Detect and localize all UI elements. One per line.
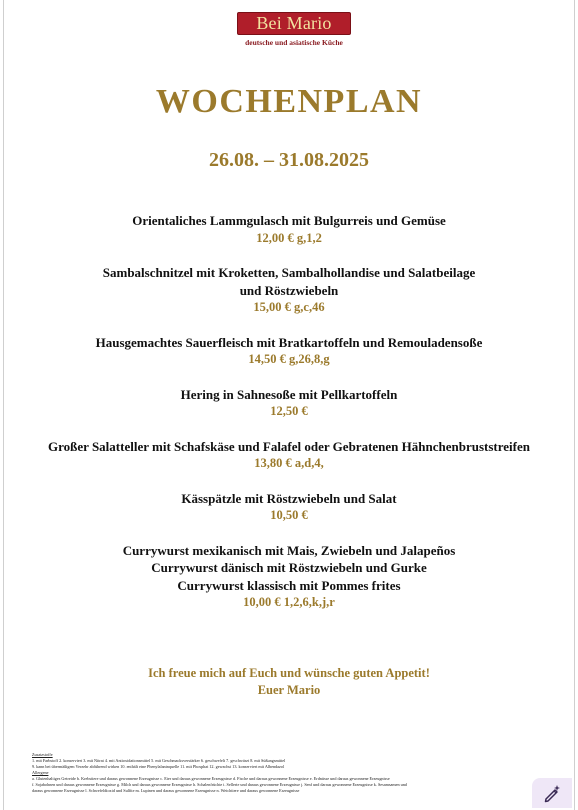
dish-name: Hausgemachtes Sauerfleisch mit Bratkartoffeln und Remouladensoße [95, 334, 483, 350]
allergens-line: a. Glutenhaltiges Getreide b. Krebstiere und daraus gewonnene Erzeugnisse c. Eier und daraus gewonnene Erzeugnisse d. Fische und daraus gewonnene Erzeugnisse e. Erdnüsse und daraus gewonnene Erzeugnisse [32, 776, 390, 781]
closing-message [4, 665, 574, 699]
dish-price: 12,00 € g,1,2 [256, 230, 322, 245]
dish-name-variant: Currywurst dänisch mit Röstzwiebeln und Gurke [151, 560, 427, 575]
menu-item [4, 334, 574, 369]
dish-price: 10,50 € [270, 508, 308, 522]
footnotes [32, 752, 534, 794]
menu-item [4, 438, 574, 473]
dish-name: Orientaliches Lammgulasch mit Bulgurreis und Gemüse [132, 213, 446, 228]
dish-name: Currywurst mexikanisch mit Mais, Zwiebeln und Jalapeños [122, 542, 456, 558]
dish-name: Kässpätzle mit Röstzwiebeln und Salat [181, 490, 397, 506]
menu-item [4, 542, 574, 612]
closing-signature: Euer Mario [257, 683, 321, 697]
menu-item [4, 490, 574, 525]
menu-item [4, 264, 574, 317]
dish-name: Großer Salatteller mit Schafskäse und Falafel oder Gebratenen Hähnchenbruststreifen [48, 438, 530, 454]
logo-name: Bei Mario [237, 12, 351, 35]
additives-line: 9. kann bei übermäßigem Verzehr abführend wirken 10. enthält eine Phenylalaninquelle 11. mit Phosphat 12. gewachst 13. konserviert mit Albendazol [32, 764, 285, 769]
dish-price: 14,50 € g,26,8,g [248, 352, 330, 366]
dish-name-variant: Currywurst klassisch mit Pommes frites [177, 577, 401, 593]
menu-item [4, 386, 574, 421]
menu-list [4, 212, 574, 629]
dish-price: 13,80 € a,d,4, [254, 456, 324, 470]
menu-page [3, 0, 575, 810]
dish-name: Sambalschnitzel mit Kroketten, Sambalhollandise und Salatbeilage [102, 265, 476, 280]
dish-price: 15,00 € g,c,46 [253, 300, 325, 314]
allergens-line: f. Sojabohnen und daraus gewonnene Erzeugnisse g. Milch und daraus gewonnene Erzeugnisse h. Schalenfrüchte i. Sellerie und daraus gewonnene Erzeugnisse j. Senf und daraus gewonnene Erzeugnisse k. Sesamsamen und [32, 782, 407, 787]
pen-sparkle-icon [542, 783, 562, 803]
dish-price: 10,00 € 1,2,6,k,j,r [243, 595, 335, 609]
additives-line: 1. mit Farbstoff 2. konserviert 3. mit Nitrat 4. mit Antioxidationsmittel 5. mit Geschmacksverstärker 6. geschwefelt 7. geschwärzt 8. mit Süßungsmittel [32, 758, 286, 763]
page-title: WOCHENPLAN [155, 83, 423, 120]
dish-name: Hering in Sahnesoße mit Pellkartoffeln [180, 386, 398, 402]
logo-tagline: deutsche und asiatische Küche [245, 38, 343, 47]
allergens-heading: Allergene [32, 770, 49, 775]
date-range: 26.08. – 31.08.2025 [209, 149, 369, 171]
menu-item [4, 212, 574, 247]
restaurant-logo [224, 12, 364, 50]
additives-heading: Zusatzstoffe [32, 752, 53, 757]
allergens-line: daraus gewonnene Erzeugnisse l. Schwefeldioxid und Sulfite m. Lupinen und daraus gewonnene Erzeugnisse n. Weichtiere und daraus gewonnene Erzeugnisse [32, 788, 300, 793]
dish-name-continued: und Röstzwiebeln [239, 282, 339, 298]
edit-button[interactable] [532, 778, 572, 808]
closing-greeting: Ich freue mich auf Euch und wünsche guten Appetit! [148, 666, 430, 680]
dish-price: 12,50 € [270, 404, 308, 418]
